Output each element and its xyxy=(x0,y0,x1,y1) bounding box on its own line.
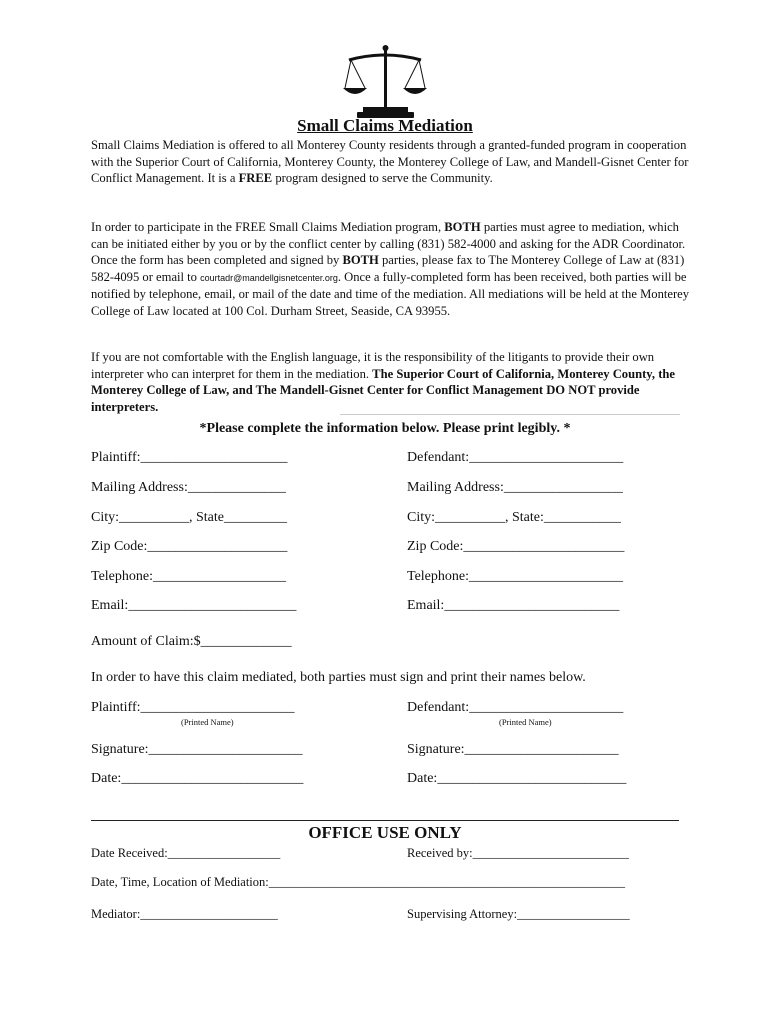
plaintiff-zip-field[interactable]: Zip Code:____________________ xyxy=(91,539,288,554)
defendant-printed-name-field[interactable]: Defendant:______________________ xyxy=(407,700,624,715)
plaintiff-name-field[interactable]: Plaintiff:_____________________ xyxy=(91,450,288,465)
defendant-date-field[interactable]: Date:___________________________ xyxy=(407,771,627,786)
date-received-field[interactable]: Date Received:__________________ xyxy=(91,846,281,860)
divider xyxy=(340,414,680,415)
defendant-name-field[interactable]: Defendant:______________________ xyxy=(407,450,624,465)
amount-of-claim-field[interactable]: Amount of Claim:$_____________ xyxy=(91,634,292,649)
plaintiff-city-state-field[interactable]: City:__________, State_________ xyxy=(91,510,287,525)
received-by-field[interactable]: Received by:_________________________ xyxy=(407,846,629,860)
sign-instruction: In order to have this claim mediated, both parties must sign and print their names below. xyxy=(91,670,586,685)
supervising-attorney-field[interactable]: Supervising Attorney:__________________ xyxy=(407,907,630,921)
defendant-zip-field[interactable]: Zip Code:_______________________ xyxy=(407,539,625,554)
defendant-city-state-field[interactable]: City:__________, State:___________ xyxy=(407,510,621,525)
defendant-email-field[interactable]: Email:_________________________ xyxy=(407,598,620,613)
mediator-field[interactable]: Mediator:______________________ xyxy=(91,907,278,921)
page-title: Small Claims Mediation xyxy=(297,116,473,135)
intro-paragraph-2: In order to participate in the FREE Small Claims Mediation program, BOTH parties must agree to mediation, which can be initiated either by you or by the conflict center by calling (831) 582-4000 and asking for the ADR Coordinator. Once the form has been completed and signed by BOTH parties, please fax to The Monterey College of Law at (831) 582-4095 or email to courtadr@mandellgisnetcenter.org. Once a fully-completed form has been received, both parties will be notified by telephone, email, or mail of the date and time of the mediation. All mediations will be held at the Monterey College of Law located at 100 Col. Durham Street, Seaside, CA 93955. xyxy=(91,220,690,318)
plaintiff-date-field[interactable]: Date:__________________________ xyxy=(91,771,304,786)
plaintiff-printed-name-caption: (Printed Name) xyxy=(181,717,234,727)
office-divider xyxy=(91,820,679,821)
intro-paragraph-3: If you are not comfortable with the English language, it is the responsibility of the litigants to provide their own interpreter who can interpret for them in the mediation. The Superior Court of California, Monterey County, the Monterey College of Law, and The Mandell-Gisnet Center for Conflict Management DO NOT provide interpreters. xyxy=(91,350,675,414)
plaintiff-printed-name-field[interactable]: Plaintiff:______________________ xyxy=(91,700,295,715)
defendant-printed-name-caption: (Printed Name) xyxy=(499,717,552,727)
office-use-title: OFFICE USE ONLY xyxy=(308,823,462,842)
intro-paragraph-1: Small Claims Mediation is offered to all Monterey County residents through a granted-funded program in cooperation with the Superior Court of California, Monterey County, the Monterey College of Law, and Mandell-Gisnet Center for Conflict Management. It is a FREE program designed to serve the Community. xyxy=(91,138,689,185)
plaintiff-email-field[interactable]: Email:________________________ xyxy=(91,598,297,613)
mediation-schedule-field[interactable]: Date, Time, Location of Mediation:_________________________________________________________ xyxy=(91,875,626,889)
plaintiff-phone-field[interactable]: Telephone:___________________ xyxy=(91,569,286,584)
defendant-signature-field[interactable]: Signature:______________________ xyxy=(407,742,619,757)
scales-of-justice-icon xyxy=(343,44,427,120)
defendant-phone-field[interactable]: Telephone:______________________ xyxy=(407,569,623,584)
plaintiff-signature-field[interactable]: Signature:______________________ xyxy=(91,742,303,757)
instructions-notice: *Please complete the information below. Please print legibly. * xyxy=(199,421,571,436)
contact-email: courtadr@mandellgisnetcenter.org xyxy=(200,272,338,283)
defendant-address-field[interactable]: Mailing Address:_________________ xyxy=(407,480,623,495)
plaintiff-address-field[interactable]: Mailing Address:______________ xyxy=(91,480,286,495)
